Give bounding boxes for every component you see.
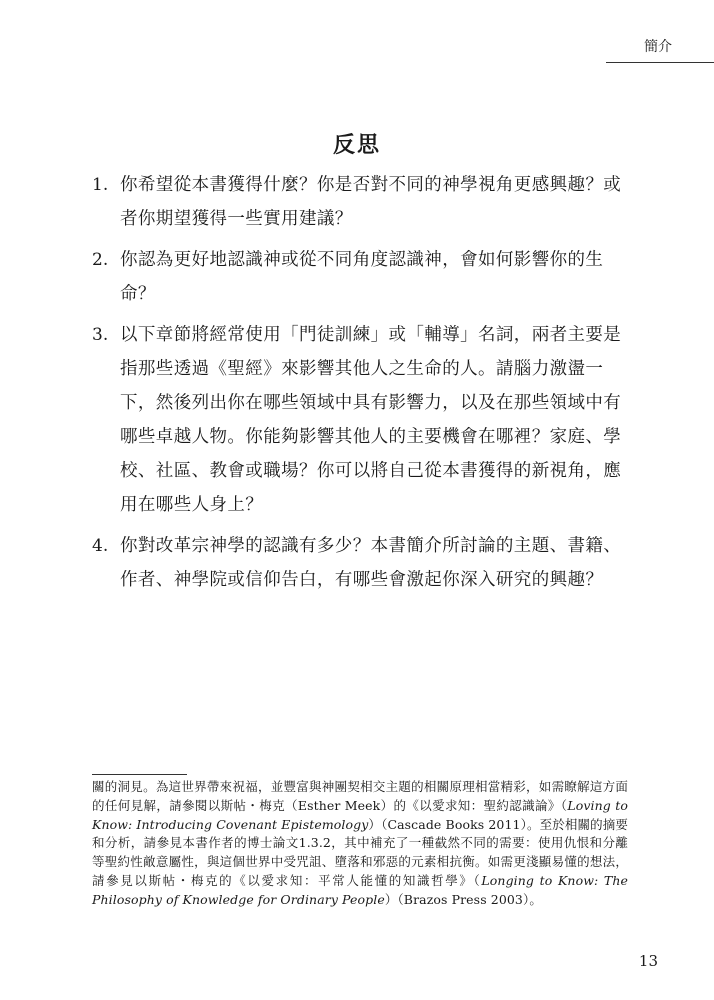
footnote-text: ）（Brazos Press 2003）。 xyxy=(384,891,542,907)
question-number: 2. xyxy=(92,250,109,270)
footnote-text: ）（Cascade Books 2011）。至於相關的摘要和分析，請參見本書作者的博士論文1.3.2，其中補充了一種截然不同的需要：使用仇恨和分離等聖約性敵意屬性，與這個世界中受咒詛、墮落和邪惡的元素相抗衡。如需更淺顯易懂的想法，請參見以斯帖・梅克的《以愛求知：平常人能懂的知識哲學》（ xyxy=(92,816,628,888)
page-number: 13 xyxy=(638,952,658,970)
footnote-book-title: Longing to Know: The Philosophy of Knowledge for Ordinary People xyxy=(92,872,628,907)
question-text: 你認為更好地認識神或從不同角度認識神，會如何影響你的生命？ xyxy=(120,250,604,304)
question-number: 3. xyxy=(92,325,109,345)
question-item xyxy=(92,529,632,597)
header-rule xyxy=(606,62,714,63)
footnote-book-title: Loving to Know: Introducing Covenant Epistemology xyxy=(92,797,628,832)
section-title: 反思 xyxy=(332,133,381,158)
question-number: 1. xyxy=(92,175,109,195)
question-item xyxy=(92,243,632,311)
footnote-text: 關的洞見。為這世界帶來祝福，並豐富與神團契相交主題的相關原理相當精彩，如需瞭解這方面的任何見解，請參閱以斯帖・梅克（Esther Meek）的《以愛求知：聖約認識論》（ xyxy=(92,779,628,813)
question-number: 4. xyxy=(92,536,109,556)
question-text: 以下章節將經常使用「門徒訓練」或「輔導」名詞，兩者主要是指那些透過《聖經》來影響其他人之生命的人。請腦力激盪一下，然後列出你在哪些領域中具有影響力，以及在那些領域中有哪些卓越人物。你能夠影響其他人的主要機會在哪裡？家庭、學校、社區、教會或職場？你可以將自己從本書獲得的新視角，應用在哪些人身上？ xyxy=(120,325,622,515)
footnote xyxy=(92,778,628,910)
question-text: 你希望從本書獲得什麼？你是否對不同的神學視角更感興趣？或者你期望獲得一些實用建議？ xyxy=(120,175,622,229)
reflection-question-list xyxy=(92,168,632,604)
footnote-rule xyxy=(92,774,187,775)
question-item xyxy=(92,168,632,236)
question-text: 你對改革宗神學的認識有多少？本書簡介所討論的主題、書籍、作者、神學院或信仰告白，有哪些會激起你深入研究的興趣？ xyxy=(120,536,622,590)
question-item xyxy=(92,318,632,522)
running-head: 簡介 xyxy=(644,39,672,55)
